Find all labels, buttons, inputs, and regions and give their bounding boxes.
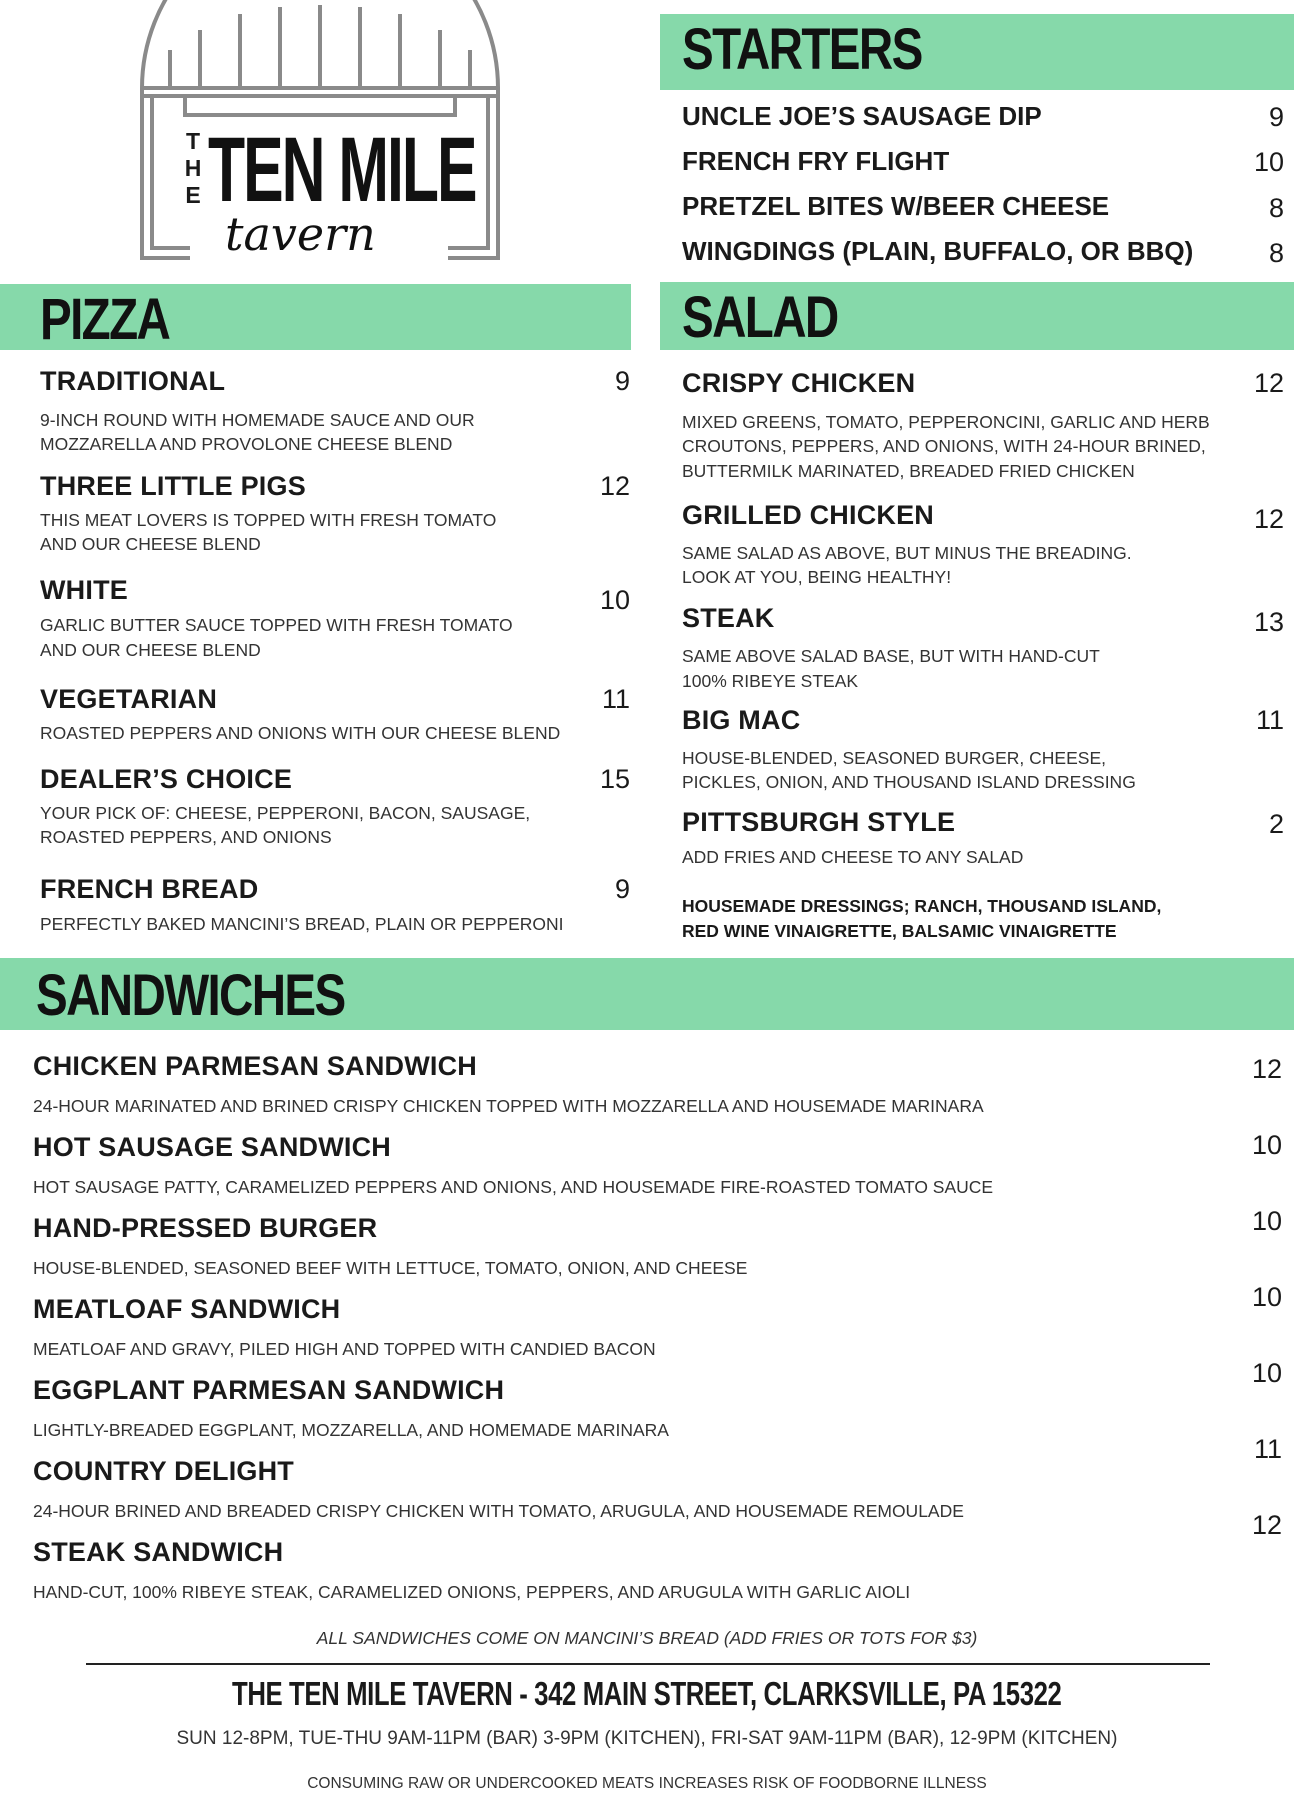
pizza-item-desc: PERFECTLY BAKED MANCINI’S BREAD, PLAIN OR PEPPERONI xyxy=(40,914,564,934)
starter-item-name: UNCLE JOE’S SAUSAGE DIP xyxy=(682,101,1042,131)
sandwich-item-desc: 24-HOUR MARINATED AND BRINED CRISPY CHICKEN TOPPED WITH MOZZARELLA AND HOUSEMADE MARINARA xyxy=(33,1096,984,1116)
salad-dressings: RED WINE VINAIGRETTE, BALSAMIC VINAIGRETTE xyxy=(682,921,1117,941)
salad-title: SALAD xyxy=(682,285,838,350)
starter-item-price: 9 xyxy=(1268,102,1284,132)
salad-item-desc: SAME SALAD AS ABOVE, BUT MINUS THE BREADING. xyxy=(682,543,1132,563)
logo-the: THE xyxy=(184,128,202,208)
logo xyxy=(130,0,510,270)
salad-item-desc: MIXED GREENS, TOMATO, PEPPERONCINI, GARLIC AND HERB xyxy=(682,412,1210,432)
salad-item-price: 11 xyxy=(1255,705,1284,735)
salad-item-desc: 100% RIBEYE STEAK xyxy=(682,671,859,691)
sandwich-item-name: MEATLOAF SANDWICH xyxy=(33,1294,341,1324)
salad-item-desc: BUTTERMILK MARINATED, BREADED FRIED CHICKEN xyxy=(682,461,1135,481)
pizza-item-desc: ROASTED PEPPERS AND ONIONS WITH OUR CHEESE BLEND xyxy=(40,723,561,743)
sandwich-item-desc: HOUSE-BLENDED, SEASONED BEEF WITH LETTUCE, TOMATO, ONION, AND CHEESE xyxy=(33,1258,748,1278)
salad-dressings: HOUSEMADE DRESSINGS; RANCH, THOUSAND ISLAND, xyxy=(682,896,1162,916)
pizza-item-desc: MOZZARELLA AND PROVOLONE CHEESE BLEND xyxy=(40,434,453,454)
pizza-item-desc: AND OUR CHEESE BLEND xyxy=(40,640,261,660)
sandwich-item-desc: HOT SAUSAGE PATTY, CARAMELIZED PEPPERS AND ONIONS, AND HOUSEMADE FIRE-ROASTED TOMATO SAUCE xyxy=(33,1177,994,1197)
salad-item-desc: CROUTONS, PEPPERS, AND ONIONS, WITH 24-HOUR BRINED, xyxy=(682,436,1206,456)
pizza-item-price: 11 xyxy=(601,684,630,714)
footer-title-text: THE TEN MILE TAVERN - 342 MAIN STREET, CLARKSVILLE, PA 15322 xyxy=(232,1675,1062,1712)
salad-item-desc: HOUSE-BLENDED, SEASONED BURGER, CHEESE, xyxy=(682,748,1106,768)
pizza-item-price: 10 xyxy=(599,585,630,615)
sandwich-item-price: 10 xyxy=(1251,1358,1282,1388)
pizza-item-desc: AND OUR CHEESE BLEND xyxy=(40,534,261,554)
pizza-item-desc: ROASTED PEPPERS, AND ONIONS xyxy=(40,827,332,847)
sandwiches-title: SANDWICHES xyxy=(36,963,345,1028)
sandwich-item-price: 10 xyxy=(1251,1130,1282,1160)
sandwich-item-desc: HAND-CUT, 100% RIBEYE STEAK, CARAMELIZED ONIONS, PEPPERS, AND ARUGULA WITH GARLIC AIOLI xyxy=(33,1582,911,1602)
salad-item-desc: SAME ABOVE SALAD BASE, BUT WITH HAND-CUT xyxy=(682,646,1100,666)
starter-item-price: 8 xyxy=(1268,193,1284,223)
pizza-item-name: TRADITIONAL xyxy=(40,366,226,396)
starter-item-price: 8 xyxy=(1268,238,1284,268)
salad-item-name: PITTSBURGH STYLE xyxy=(682,807,956,837)
salad-item-desc: ADD FRIES AND CHEESE TO ANY SALAD xyxy=(682,847,1024,867)
sandwich-item-name: HAND-PRESSED BURGER xyxy=(33,1213,378,1243)
pizza-item-price: 12 xyxy=(599,471,630,501)
sandwich-item-price: 10 xyxy=(1251,1206,1282,1236)
pizza-item-name: WHITE xyxy=(40,575,128,605)
starter-item-name: WINGDINGS (PLAIN, BUFFALO, OR BBQ) xyxy=(682,236,1194,266)
footer-hours: SUN 12-8PM, TUE-THU 9AM-11PM (BAR) 3-9PM (KITCHEN), FRI-SAT 9AM-11PM (BAR), 12-9PM (KITCHEN) xyxy=(176,1728,1118,1749)
pizza-item-price: 15 xyxy=(599,764,630,794)
pizza-item-name: VEGETARIAN xyxy=(40,684,218,714)
salad-item-price: 2 xyxy=(1268,809,1284,839)
logo-name: TEN MILE xyxy=(208,119,476,221)
sandwich-item-name: EGGPLANT PARMESAN SANDWICH xyxy=(33,1375,505,1405)
pizza-item-desc: GARLIC BUTTER SAUCE TOPPED WITH FRESH TOMATO xyxy=(40,615,513,635)
sandwich-item-name: CHICKEN PARMESAN SANDWICH xyxy=(33,1051,478,1081)
pizza-item-name: THREE LITTLE PIGS xyxy=(40,471,306,501)
salad-item-price: 12 xyxy=(1253,368,1284,398)
pizza-header xyxy=(0,284,631,350)
sandwiches-note: ALL SANDWICHES COME ON MANCINI’S BREAD (ADD FRIES OR TOTS FOR $3) xyxy=(316,1628,978,1648)
sandwich-item-price: 11 xyxy=(1253,1434,1282,1464)
footer-title xyxy=(0,1675,1294,1713)
pizza-item-desc: YOUR PICK OF: CHEESE, PEPPERONI, BACON, SAUSAGE, xyxy=(40,803,531,823)
starter-item-name: PRETZEL BITES W/BEER CHEESE xyxy=(682,191,1110,221)
salad-item-desc: LOOK AT YOU, BEING HEALTHY! xyxy=(682,567,952,587)
salad-item-name: BIG MAC xyxy=(682,705,801,735)
starters-title: STARTERS xyxy=(682,17,922,82)
footer-warning: CONSUMING RAW OR UNDERCOOKED MEATS INCREASES RISK OF FOODBORNE ILLNESS xyxy=(307,1775,987,1792)
pizza-title: PIZZA xyxy=(40,287,170,352)
sandwich-item-price: 12 xyxy=(1251,1054,1282,1084)
salad-item-desc: PICKLES, ONION, AND THOUSAND ISLAND DRESSING xyxy=(682,772,1136,792)
sandwich-item-price: 10 xyxy=(1251,1282,1282,1312)
pizza-item-desc: 9-INCH ROUND WITH HOMEMADE SAUCE AND OUR xyxy=(40,410,475,430)
pizza-item-price: 9 xyxy=(614,366,630,396)
salad-item-name: CRISPY CHICKEN xyxy=(682,368,916,398)
pizza-item-price: 9 xyxy=(614,874,630,904)
sandwich-item-name: STEAK SANDWICH xyxy=(33,1537,284,1567)
sandwich-item-price: 12 xyxy=(1251,1510,1282,1540)
pizza-item-name: DEALER’S CHOICE xyxy=(40,764,293,794)
salad-header xyxy=(660,282,1294,350)
logo-sub: tavern xyxy=(225,207,376,261)
pizza-item-name: FRENCH BREAD xyxy=(40,874,259,904)
footer-divider xyxy=(86,1663,1210,1665)
sandwich-item-desc: 24-HOUR BRINED AND BREADED CRISPY CHICKEN WITH TOMATO, ARUGULA, AND HOUSEMADE REMOULADE xyxy=(33,1501,964,1521)
starters-header xyxy=(660,14,1294,90)
starter-item-price: 10 xyxy=(1253,147,1284,177)
salad-item-price: 12 xyxy=(1253,504,1284,534)
sandwich-item-name: COUNTRY DELIGHT xyxy=(33,1456,295,1486)
starter-item-name: FRENCH FRY FLIGHT xyxy=(682,146,950,176)
salad-item-name: GRILLED CHICKEN xyxy=(682,500,934,530)
pizza-item-desc: THIS MEAT LOVERS IS TOPPED WITH FRESH TOMATO xyxy=(40,510,497,530)
sandwiches-header xyxy=(0,958,1294,1030)
sandwich-item-desc: MEATLOAF AND GRAVY, PILED HIGH AND TOPPED WITH CANDIED BACON xyxy=(33,1339,656,1359)
salad-item-price: 13 xyxy=(1253,607,1284,637)
salad-item-name: STEAK xyxy=(682,603,775,633)
sandwich-item-desc: LIGHTLY-BREADED EGGPLANT, MOZZARELLA, AND HOMEMADE MARINARA xyxy=(33,1420,669,1440)
sandwich-item-name: HOT SAUSAGE SANDWICH xyxy=(33,1132,392,1162)
